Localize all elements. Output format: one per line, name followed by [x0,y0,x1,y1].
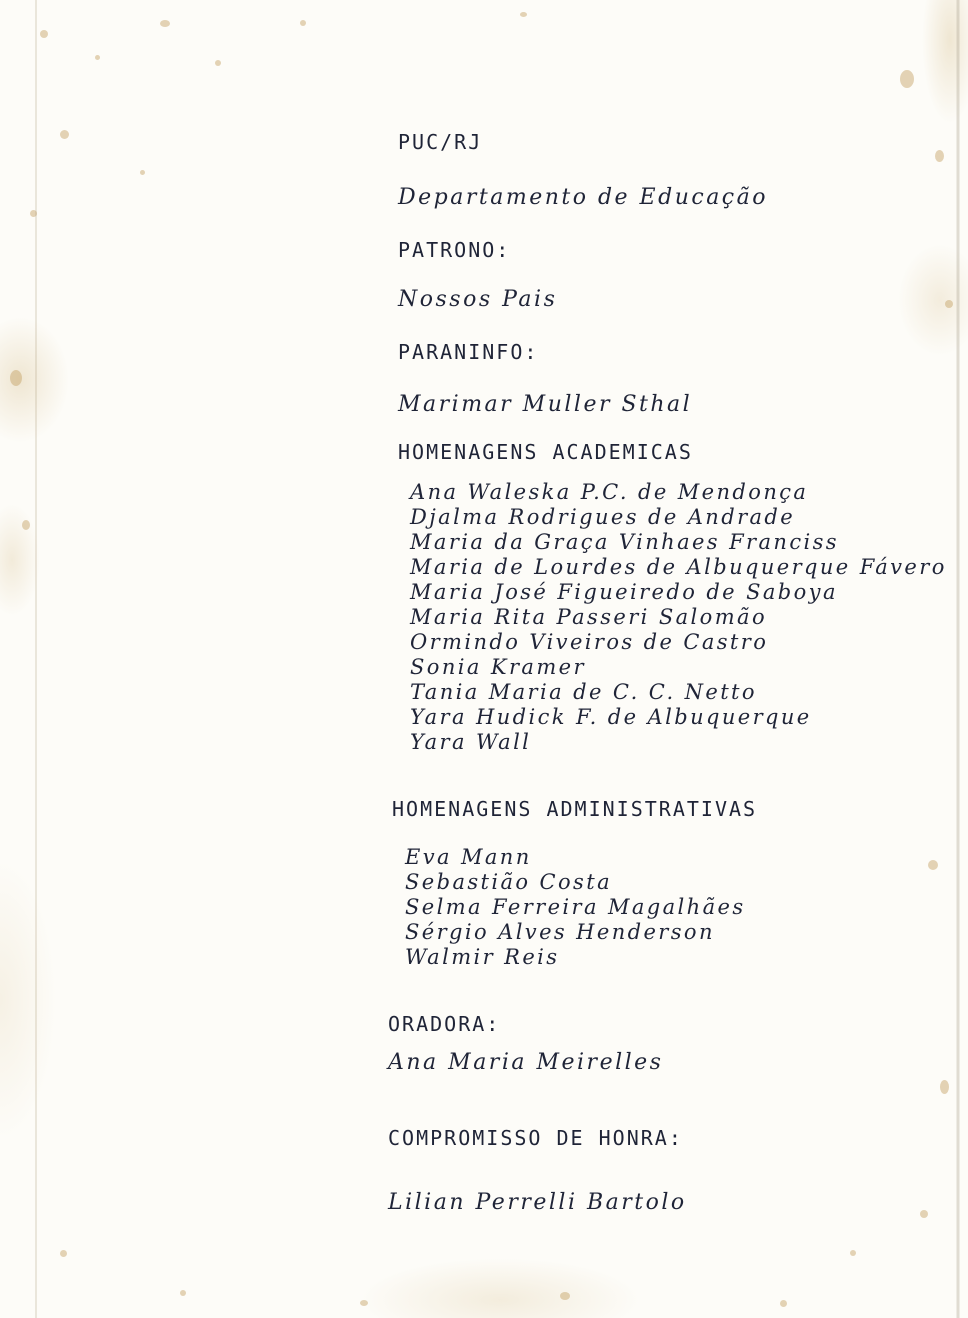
list-item: Selma Ferreira Magalhães [405,895,746,919]
list-item: Maria de Lourdes de Albuquerque Fávero [410,555,947,579]
department-name: Departamento de Educação [398,185,768,210]
homenagens-academicas-list [410,480,947,755]
list-item: Walmir Reis [405,945,560,969]
list-item: Eva Mann [405,845,532,869]
list-item: Maria Rita Passeri Salomão [410,605,767,629]
list-item: Sérgio Alves Henderson [405,920,715,944]
list-item: Djalma Rodrigues de Andrade [410,505,796,529]
patrono-name: Nossos Pais [398,287,558,312]
patrono-heading: PATRONO: [398,238,511,262]
list-item: Sonia Kramer [410,655,586,679]
oradora-heading: ORADORA: [388,1012,501,1036]
homenagens-administrativas-heading: HOMENAGENS ADMINISTRATIVAS [392,797,758,821]
list-item: Yara Hudick F. de Albuquerque [410,705,812,729]
institution-name: PUC/RJ [398,130,483,154]
oradora-name: Ana Maria Meirelles [388,1050,664,1075]
list-item: Maria José Figueiredo de Saboya [410,580,838,604]
compromisso-name: Lilian Perrelli Bartolo [388,1190,687,1215]
list-item: Maria da Graça Vinhaes Franciss [410,530,839,554]
paraninfo-heading: PARANINFO: [398,340,539,364]
list-item: Ormindo Viveiros de Castro [410,630,769,654]
paraninfo-name: Marimar Muller Sthal [398,392,693,417]
list-item: Yara Wall [410,730,532,754]
list-item: Ana Waleska P.C. de Mendonça [410,480,809,504]
list-item: Tania Maria de C. C. Netto [410,680,757,704]
homenagens-administrativas-list [405,845,746,970]
homenagens-academicas-heading: HOMENAGENS ACADEMICAS [398,440,693,464]
compromisso-heading: COMPROMISSO DE HONRA: [388,1126,683,1150]
list-item: Sebastião Costa [405,870,612,894]
